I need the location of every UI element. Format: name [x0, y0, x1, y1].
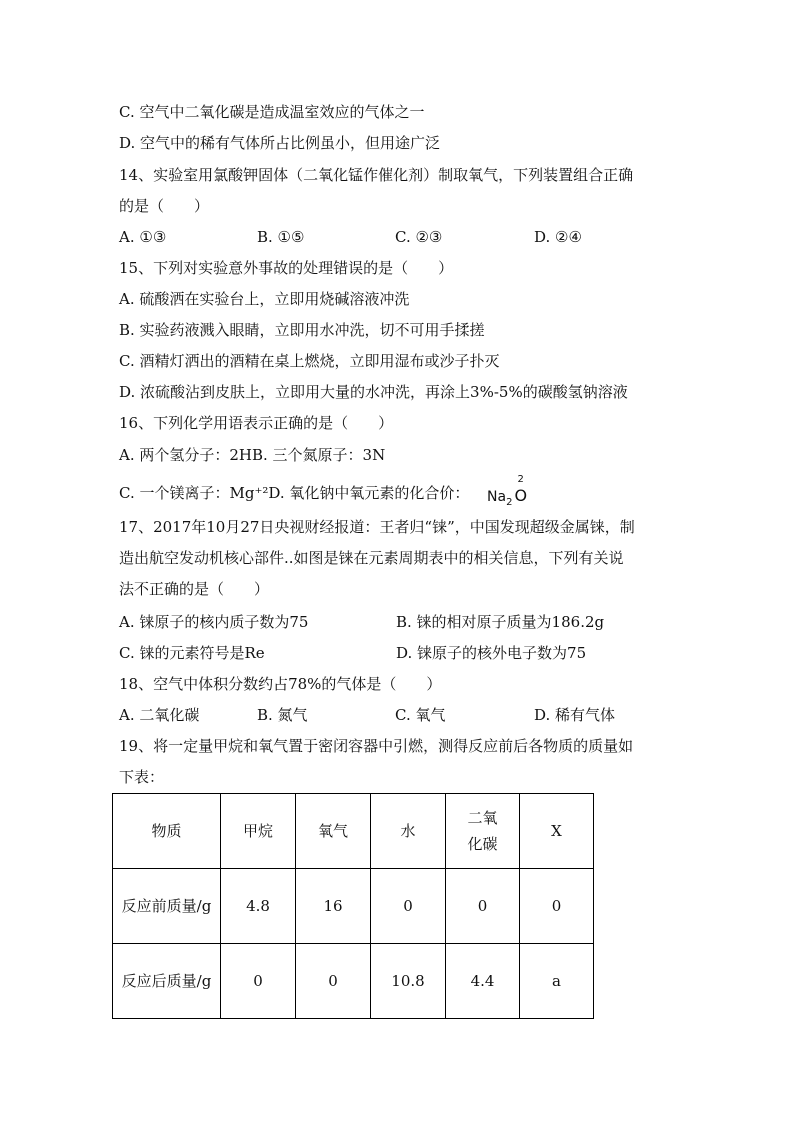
table-cell: 16: [296, 869, 371, 944]
table-cell: 0: [221, 944, 296, 1019]
table-cell: 反应前质量/g: [113, 869, 221, 944]
table-cell: 0: [446, 869, 520, 944]
q14-option-b: B. ①⑤: [257, 228, 305, 246]
table-row: [113, 869, 594, 944]
formula-subscript: 2: [506, 496, 513, 508]
q18-option-d: D. 稀有气体: [534, 706, 616, 724]
table-row: [113, 944, 594, 1019]
q16-options-cd: C. 一个镁离子：Mg⁺²D. 氧化钠中氧元素的化合价：: [119, 484, 470, 502]
q13-option-c: C. 空气中二氧化碳是造成温室效应的气体之一: [119, 103, 425, 121]
table-header-cell: 物质: [113, 794, 221, 869]
q15-option-d: D. 浓硫酸沾到皮肤上，立即用大量的水冲洗，再涂上3%-5%的碳酸氢钠溶液: [119, 383, 628, 401]
table-header-cell: X: [520, 794, 594, 869]
q17-stem-line3: 法不正确的是（ ）: [119, 580, 270, 598]
q18-option-c: C. 氧气: [395, 706, 446, 724]
q14-option-a: A. ①③: [119, 228, 167, 246]
q17-option-d: D. 铼原子的核外电子数为75: [396, 644, 587, 662]
formula-base: Na: [487, 489, 507, 505]
formula-superscript: 2: [517, 474, 524, 485]
q15-option-c: C. 酒精灯洒出的酒精在桌上燃烧，立即用湿布或沙子扑灭: [119, 352, 500, 370]
table-header-cell: 二氧化碳: [446, 794, 520, 869]
q18-option-b: B. 氮气: [257, 706, 308, 724]
q14-stem-line2: 的是（ ）: [119, 197, 210, 215]
sodium-oxide-formula: [487, 474, 528, 508]
table-cell: 0: [371, 869, 446, 944]
formula-element: [514, 474, 528, 505]
mass-table: [112, 793, 594, 1019]
table-cell: 反应后质量/g: [113, 944, 221, 1019]
table-cell: 4.8: [221, 869, 296, 944]
q13-option-d: D. 空气中的稀有气体所占比例虽小，但用途广泛: [119, 134, 441, 152]
q19-stem-line1: 19、将一定量甲烷和氧气置于密闭容器中引燃，测得反应前后各物质的质量如: [119, 737, 634, 755]
q15-stem: 15、下列对实验意外事故的处理错误的是（ ）: [119, 259, 454, 277]
table-cell: 10.8: [371, 944, 446, 1019]
q16-stem: 16、下列化学用语表示正确的是（ ）: [119, 414, 394, 432]
table-cell: 4.4: [446, 944, 520, 1019]
q17-stem-line1: 17、2017年10月27日央视财经报道：王者归“铼”，中国发现超级金属铼，制: [119, 518, 635, 536]
q19-stem-line2: 下表：: [119, 768, 165, 786]
q16-options-ab: A. 两个氢分子：2HB. 三个氮原子：3N: [119, 446, 386, 464]
q14-stem-line1: 14、实验室用氯酸钾固体（二氧化锰作催化剂）制取氧气，下列装置组合正确: [119, 166, 634, 184]
q14-option-d: D. ②④: [534, 228, 582, 246]
table-cell: 0: [296, 944, 371, 1019]
table-header-cell: 氧气: [296, 794, 371, 869]
q14-option-c: C. ②③: [395, 228, 443, 246]
table-header-row: [113, 794, 594, 869]
table-header-cell: 甲烷: [221, 794, 296, 869]
q15-option-a: A. 硫酸洒在实验台上，立即用烧碱溶液冲洗: [119, 290, 410, 308]
table-cell: a: [520, 944, 594, 1019]
q18-stem: 18、空气中体积分数约占78%的气体是（ ）: [119, 675, 442, 693]
table-cell: 0: [520, 869, 594, 944]
table-header-cell: 水: [371, 794, 446, 869]
q15-option-b: B. 实验药液溅入眼睛，立即用水冲洗，切不可用手揉搓: [119, 321, 485, 339]
formula-element-symbol: O: [514, 486, 528, 505]
q17-option-b: B. 铼的相对原子质量为186.2g: [396, 613, 605, 631]
q17-stem-line2: 造出航空发动机核心部件..如图是铼在元素周期表中的相关信息，下列有关说: [119, 549, 624, 567]
q17-option-c: C. 铼的元素符号是Re: [119, 644, 265, 662]
q18-option-a: A. 二氧化碳: [119, 706, 200, 724]
q17-option-a: A. 铼原子的核内质子数为75: [119, 613, 309, 631]
